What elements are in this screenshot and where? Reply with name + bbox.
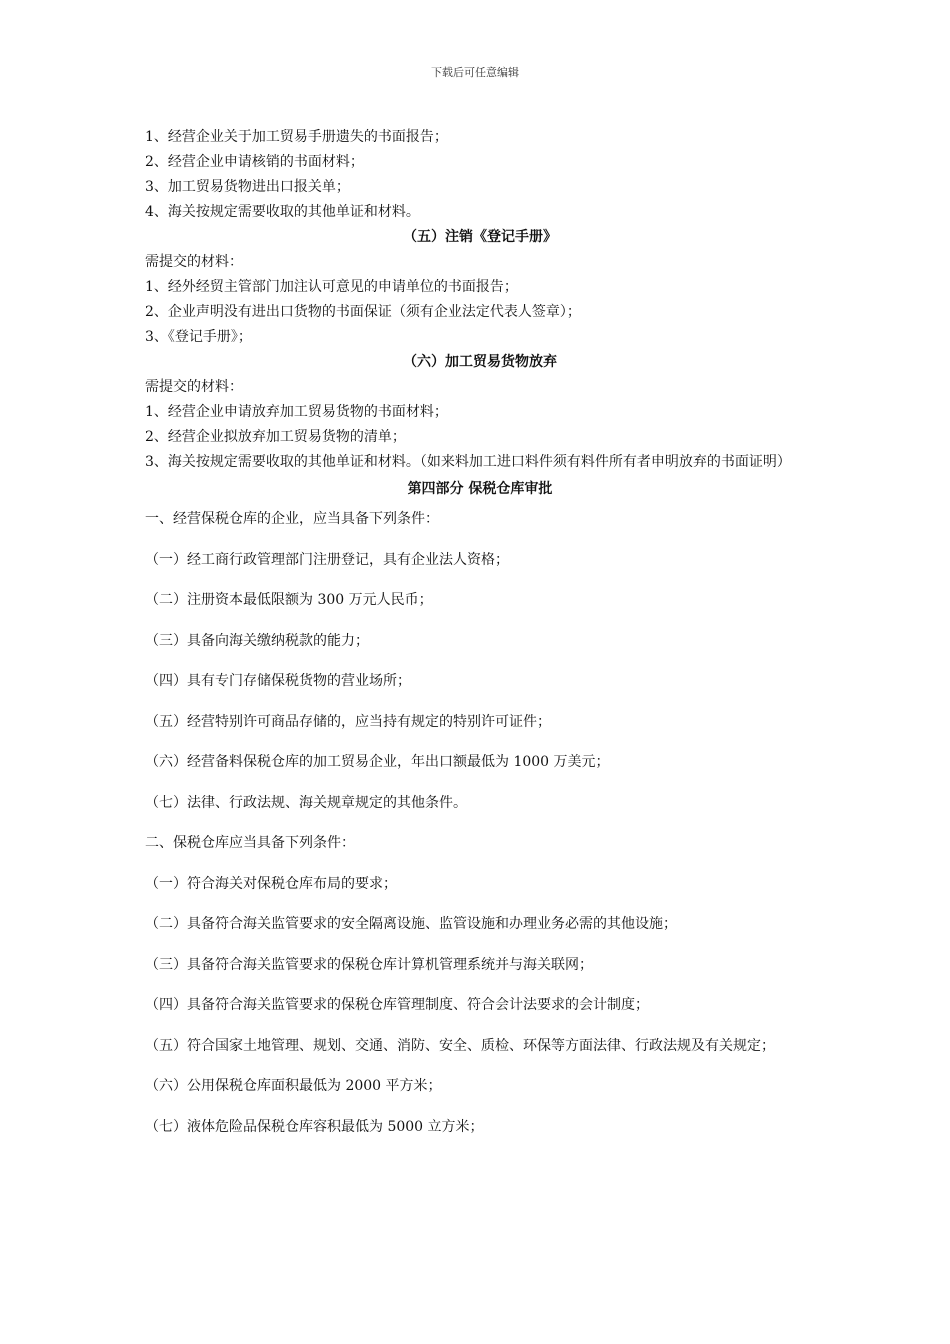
materials-intro: 需提交的材料： (145, 379, 243, 395)
list-item: 2、经营企业拟放弃加工贸易货物的清单； (145, 429, 406, 445)
list-item: 1、经营企业关于加工贸易手册遗失的书面报告； (145, 129, 448, 145)
condition-item: （六）公用保税仓库面积最低为 2000 平方米； (145, 1078, 442, 1094)
part-heading-bonded-warehouse: 第四部分 保税仓库审批 (407, 481, 553, 497)
list-item: 1、经外经贸主管部门加注认可意见的申请单位的书面报告； (145, 279, 518, 295)
condition-item: （七）法律、行政法规、海关规章规定的其他条件。 (145, 794, 467, 811)
materials-intro: 需提交的材料： (145, 254, 243, 270)
document-body (145, 125, 815, 1155)
condition-item: （六）经营备料保税仓库的加工贸易企业，年出口额最低为 1000 万美元； (145, 754, 610, 770)
list-item: 4、海关按规定需要收取的其他单证和材料。 (145, 204, 420, 220)
condition-item: （五）符合国家土地管理、规划、交通、消防、安全、质检、环保等方面法律、行政法规及有关规定； (145, 1037, 775, 1054)
condition-item: （五）经营特别许可商品存储的，应当持有规定的特别许可证件； (145, 713, 551, 730)
list-item: 1、经营企业申请放弃加工贸易货物的书面材料； (145, 404, 448, 420)
list-item: 2、经营企业申请核销的书面材料； (145, 154, 364, 170)
condition-item: （二）具备符合海关监管要求的安全隔离设施、监管设施和办理业务必需的其他设施； (145, 916, 677, 932)
condition-group-title: 一、经营保税仓库的企业，应当具备下列条件： (145, 511, 439, 527)
condition-item: （四）具有专门存储保税货物的营业场所； (145, 673, 411, 689)
section-heading-cancel-registration: （五）注销《登记手册》 (403, 229, 557, 245)
list-item: 3、海关按规定需要收取的其他单证和材料。（如来料加工进口料件须有料件所有者申明放弃的书面证明） (145, 454, 791, 470)
condition-item: （四）具备符合海关监管要求的保税仓库管理制度、符合会计法要求的会计制度； (145, 997, 649, 1013)
list-item: 2、企业声明没有进出口货物的书面保证（须有企业法定代表人签章）； (145, 304, 581, 320)
condition-item: （三）具备向海关缴纳税款的能力； (145, 632, 369, 649)
page-header-watermark: 下载后可任意编辑 (431, 66, 519, 79)
section-heading-goods-abandon: （六）加工贸易货物放弃 (403, 354, 557, 370)
condition-item: （七）液体危险品保税仓库容积最低为 5000 立方米； (145, 1118, 484, 1135)
condition-item: （三）具备符合海关监管要求的保税仓库计算机管理系统并与海关联网； (145, 956, 593, 973)
condition-group-title: 二、保税仓库应当具备下列条件： (145, 835, 355, 851)
condition-item: （一）经工商行政管理部门注册登记，具有企业法人资格； (145, 551, 509, 568)
condition-item: （二）注册资本最低限额为 300 万元人民币； (145, 592, 433, 608)
list-item: 3、加工贸易货物进出口报关单； (145, 179, 350, 195)
list-item: 3、《登记手册》； (145, 329, 252, 345)
condition-item: （一）符合海关对保税仓库布局的要求； (145, 875, 397, 892)
